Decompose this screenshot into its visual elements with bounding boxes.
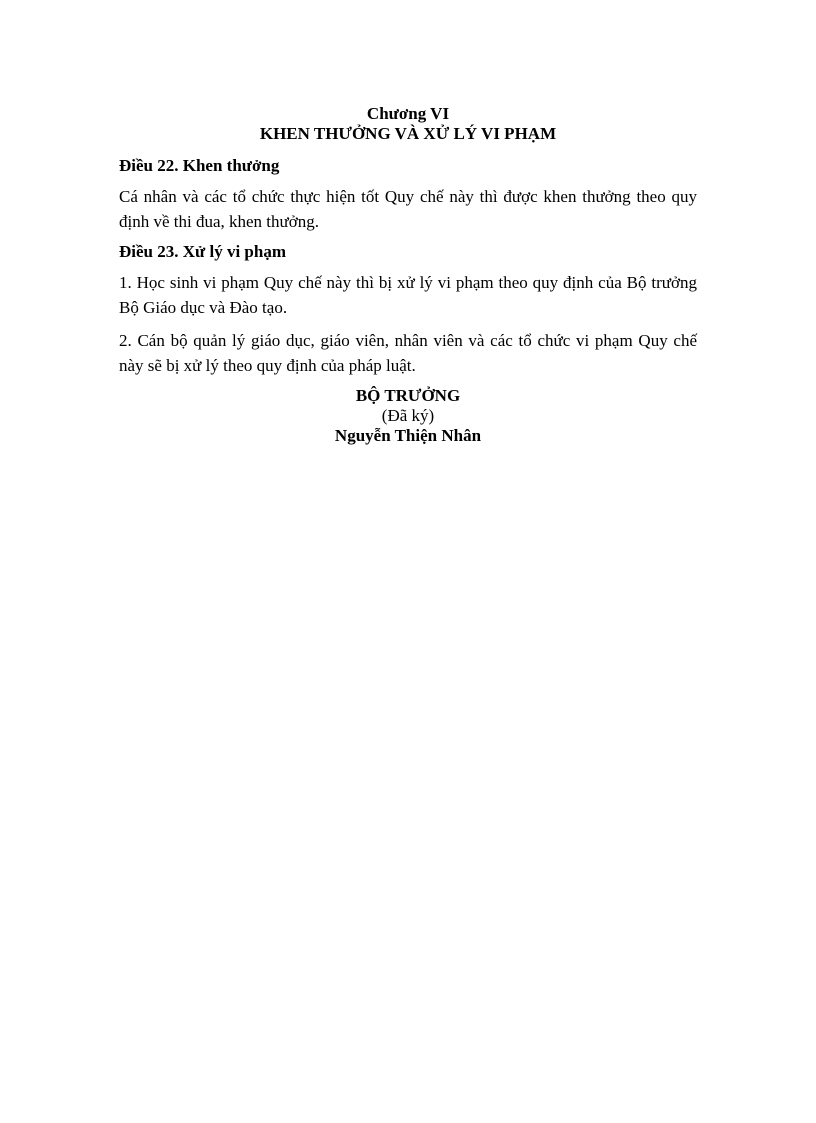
article-heading: Điều 22. Khen thưởng <box>119 156 280 175</box>
article-paragraph: Cá nhân và các tổ chức thực hiện tốt Quy chế này thì được khen thưởng theo quy định về thi đua, khen thưởng. <box>119 187 697 231</box>
article-heading: Điều 23. Xử lý vi phạm <box>119 242 286 261</box>
signatory-name: Nguyễn Thiện Nhân <box>334 426 482 445</box>
article-23 <box>119 242 697 378</box>
chapter-title: KHEN THƯỞNG VÀ XỬ LÝ VI PHẠM <box>259 124 557 143</box>
signature-note: (Đã ký) <box>381 406 435 425</box>
signature-title: BỘ TRƯỞNG <box>355 386 461 405</box>
article-paragraph: 2. Cán bộ quản lý giáo dục, giáo viên, nhân viên và các tổ chức vi phạm Quy chế này sẽ bị xử lý theo quy định của pháp luật. <box>119 331 697 375</box>
article-paragraph: 1. Học sinh vi phạm Quy chế này thì bị xử lý vi phạm theo quy định của Bộ trưởng Bộ Giáo dục và Đào tạo. <box>119 273 697 317</box>
signature-block <box>119 386 697 446</box>
document-body <box>119 104 697 446</box>
chapter-number: Chương VI <box>366 104 450 123</box>
article-22 <box>119 156 697 234</box>
